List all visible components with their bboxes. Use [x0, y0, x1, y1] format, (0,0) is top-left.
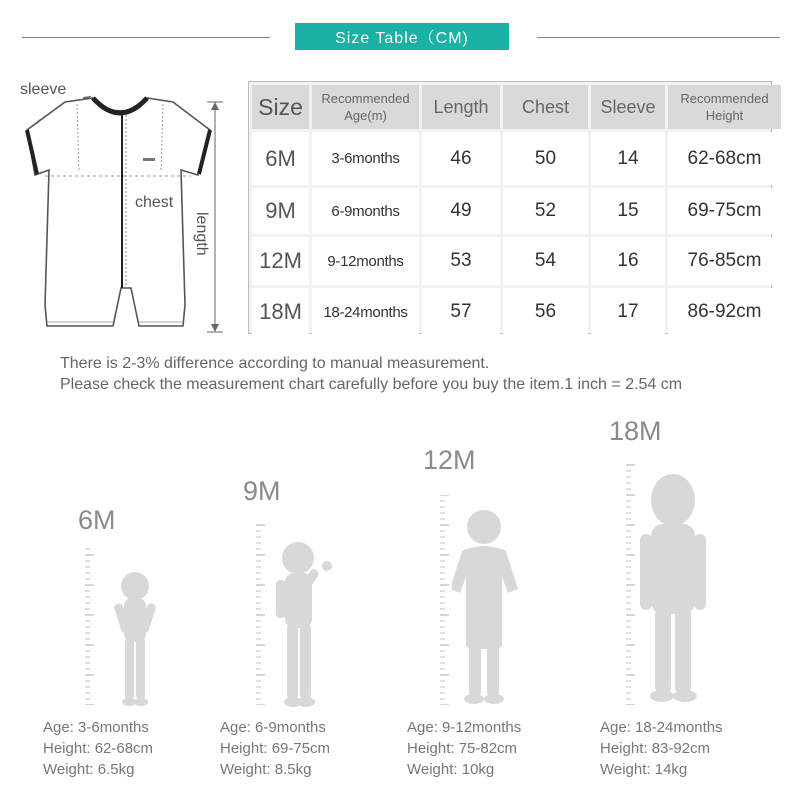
toddler-silhouette-9m — [272, 540, 338, 708]
growth-age-12m: Age: 9-12months — [407, 719, 522, 736]
row-18m-chest: 56 — [503, 288, 588, 336]
row-12m-chest: 54 — [503, 237, 588, 285]
length-label: length — [193, 212, 210, 256]
growth-age-6m: Age: 3-6months — [43, 719, 149, 736]
row-18m-age: 18-24months — [312, 288, 419, 336]
row-9m-height: 69-75cm — [668, 188, 781, 234]
header-age: Recommended Age(m) — [312, 85, 419, 129]
growth-info-9m — [220, 717, 330, 780]
row-12m-height: 76-85cm — [668, 237, 781, 285]
row-9m-age: 6-9months — [312, 188, 419, 234]
measurement-instruction: Please check the measurement chart carefully before you buy the item.1 inch = 2.54 cm — [60, 376, 683, 393]
header-chest: Chest — [503, 85, 588, 129]
row-18m-sleeve: 17 — [591, 288, 665, 336]
row-18m-length: 57 — [422, 288, 500, 336]
row-18m-height: 86-92cm — [668, 288, 781, 336]
row-9m-size: 9M — [252, 188, 309, 234]
header-height: Recommended Height — [668, 85, 781, 129]
growth-info-12m — [407, 717, 521, 780]
growth-info-6m — [43, 717, 153, 780]
growth-height-9m: Height: 69-75cm — [220, 740, 331, 757]
growth-info-18m — [600, 717, 723, 780]
stage-label-12m: 12M — [423, 445, 476, 475]
sleeve-label: sleeve — [20, 81, 67, 98]
growth-age-9m: Age: 6-9months — [220, 719, 326, 736]
header-divider-left — [22, 37, 270, 38]
row-12m-sleeve: 16 — [591, 237, 665, 285]
growth-height-6m: Height: 62-68cm — [43, 740, 154, 757]
height-ruler-6m — [85, 545, 97, 705]
growth-height-12m: Height: 75-82cm — [407, 740, 518, 757]
size-table — [248, 81, 772, 334]
height-ruler-9m — [256, 520, 268, 705]
size-table-title-text: Size Table（CM) — [335, 30, 469, 47]
stage-label-6m: 6M — [78, 505, 116, 535]
header-divider-right — [537, 37, 780, 38]
row-18m-size: 18M — [252, 288, 309, 336]
row-6m-age: 3-6months — [312, 132, 419, 185]
growth-age-18m: Age: 18-24months — [600, 719, 723, 736]
baby-silhouette-6m — [105, 570, 165, 708]
growth-weight-12m: Weight: 10kg — [407, 761, 495, 778]
growth-weight-9m: Weight: 8.5kg — [220, 761, 312, 778]
row-12m-size: 12M — [252, 237, 309, 285]
child-silhouette-18m — [637, 470, 707, 706]
row-9m-chest: 52 — [503, 188, 588, 234]
growth-weight-18m: Weight: 14kg — [600, 761, 688, 778]
row-12m-length: 53 — [422, 237, 500, 285]
header-sleeve: Sleeve — [591, 85, 665, 129]
row-12m-age: 9-12months — [312, 237, 419, 285]
child-silhouette-12m — [452, 507, 522, 707]
growth-height-18m: Height: 83-92cm — [600, 740, 711, 757]
measurement-note: There is 2-3% difference according to manual measurement. — [60, 355, 490, 372]
row-9m-length: 49 — [422, 188, 500, 234]
row-6m-sleeve: 14 — [591, 132, 665, 185]
row-6m-height: 62-68cm — [668, 132, 781, 185]
header-size: Size — [252, 85, 309, 129]
row-6m-chest: 50 — [503, 132, 588, 185]
romper-illustration — [15, 80, 245, 340]
row-6m-size: 6M — [252, 132, 309, 185]
growth-weight-6m: Weight: 6.5kg — [43, 761, 135, 778]
height-ruler-12m — [440, 495, 452, 705]
row-9m-sleeve: 15 — [591, 188, 665, 234]
header-length: Length — [422, 85, 500, 129]
stage-label-18m: 18M — [609, 416, 662, 446]
size-table-title — [295, 23, 509, 50]
chest-label: chest — [135, 194, 174, 211]
row-6m-length: 46 — [422, 132, 500, 185]
stage-label-9m: 9M — [243, 476, 281, 506]
